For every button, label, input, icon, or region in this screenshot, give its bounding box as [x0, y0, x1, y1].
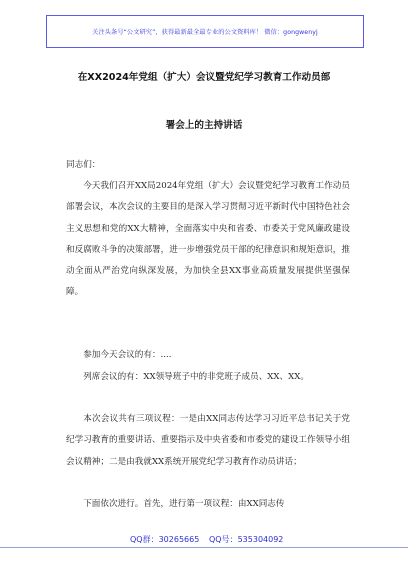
greeting: 同志们： — [66, 160, 101, 170]
document-title-line-2: 署会上的主持讲话 — [165, 120, 243, 131]
footer-qq-number: QQ号：535304092 — [209, 535, 284, 544]
header-banner-text: 关注头条号“公文研究”，获得最新最全最专业的公文资料库！ 微信：gongwenyj — [92, 29, 318, 36]
paragraph-5: 下面依次进行。首先，进行第一项议程：由XX同志传 — [83, 499, 285, 509]
paragraph-2: 参加今天会议的有：.... — [83, 350, 172, 360]
document-title-line-1: 在XX2024年党组（扩大）会议暨党纪学习教育工作动员部 — [77, 72, 331, 83]
header-banner — [46, 15, 364, 48]
paragraph-1: 今天我们召开XX局2024年党组（扩大）会议暨党纪学习教育工作动员部署会议，本次会议的主要目的是深入学习贯彻习近平新时代中国特色社会主义思想和党的XX大精神，全面落实中央和省委、市委关于党风廉政建设和反腐败斗争的决策部署，进一步增强党员干部的纪律意识和规矩意识，推动全面从严治党向纵深发展，为加快全县XX事业高质量发展提供坚强保障。 — [66, 181, 350, 298]
paragraph-4: 本次会议共有三项议程：一是由XX同志传达学习习近平总书记关于党纪学习教育的重要讲话、重要指示及中央省委和市委党的建设工作领导小组会议精神；二是由我就XX系统开展党纪学习教育作动员讲话； — [66, 414, 350, 467]
footer-qq-group: QQ群：30265665 — [130, 535, 200, 544]
paragraph-3: 列席会议的有：XX领导班子中的非党班子成员、XX、XX。 — [83, 372, 309, 382]
footer-divider — [0, 547, 408, 548]
